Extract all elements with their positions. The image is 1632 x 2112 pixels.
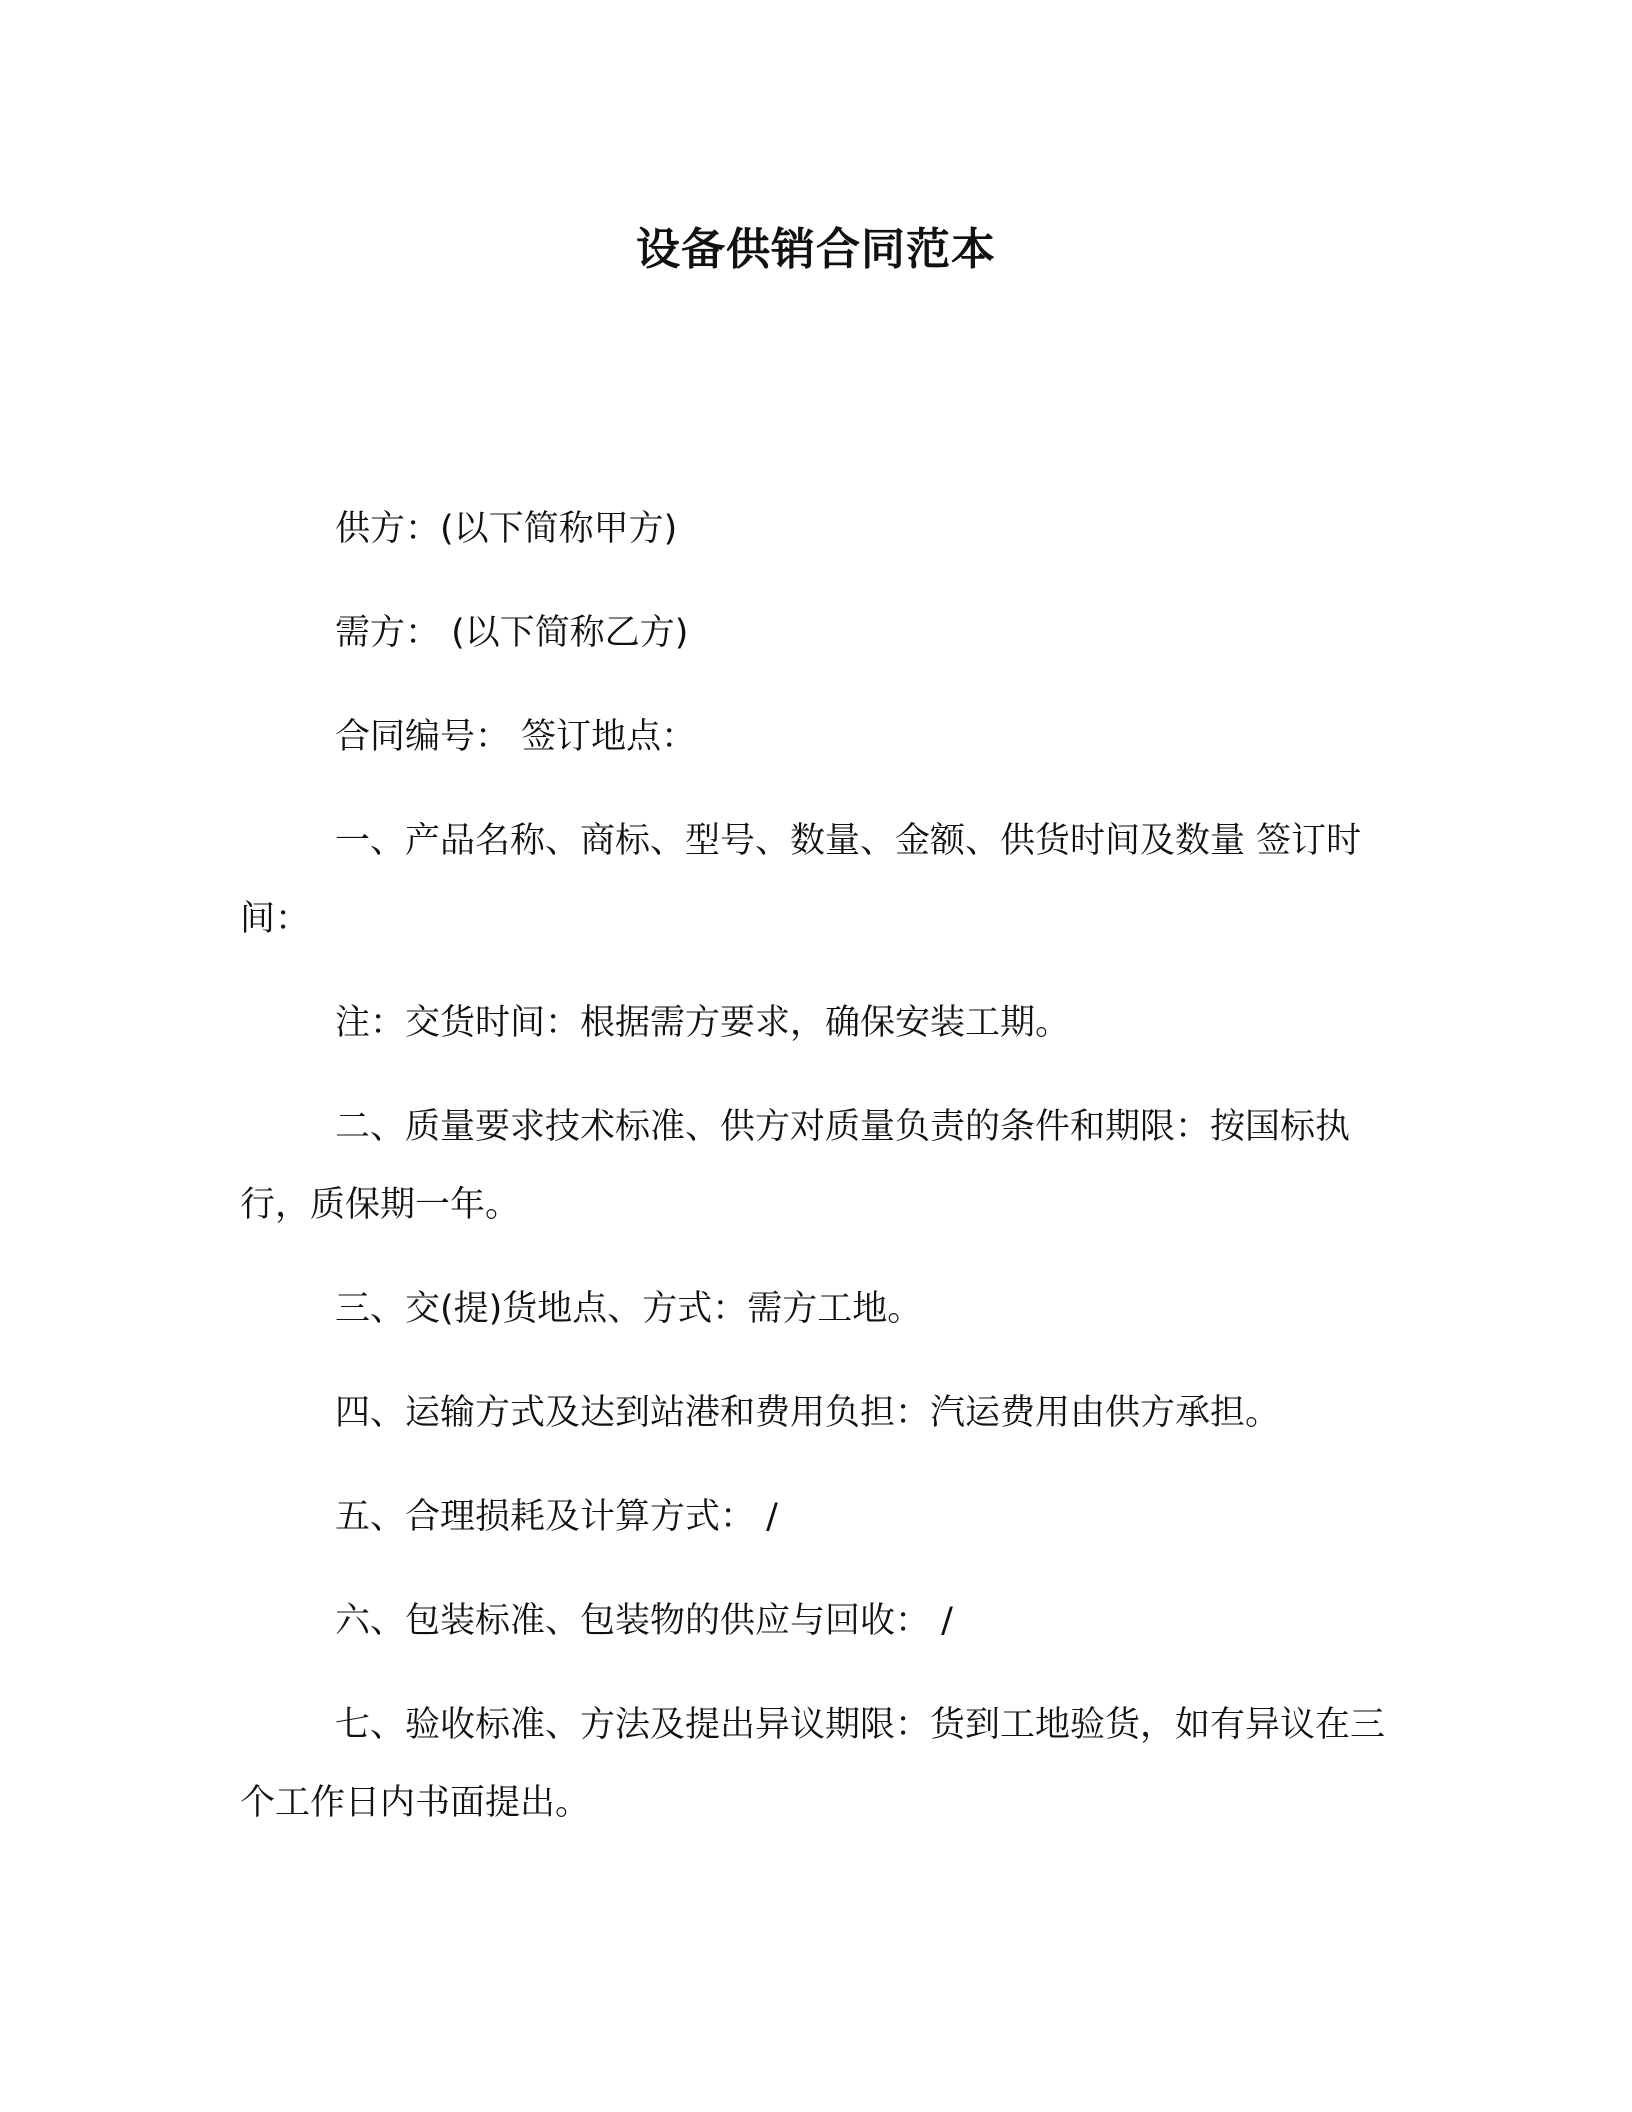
paragraph-clause-5: 五、合理损耗及计算方式： / <box>335 1497 778 1537</box>
paragraph-clause-4: 四、运输方式及达到站港和费用负担：汽运费用由供方承担。 <box>335 1393 1281 1433</box>
paragraph-clause-1: 一、产品名称、商标、型号、数量、金额、供货时间及数量 签订时间： <box>240 821 1362 939</box>
paragraph-buyer: 需方： (以下简称乙方) <box>335 613 689 653</box>
document-title: 设备供销合同范本 <box>636 224 996 275</box>
paragraph-clause-2: 二、质量要求技术标准、供方对质量负责的条件和期限：按国标执行，质保期一年。 <box>240 1107 1351 1225</box>
paragraph-clause-3: 三、交(提)货地点、方式：需方工地。 <box>335 1289 923 1329</box>
document-body <box>240 490 1390 1868</box>
paragraph-supplier: 供方：(以下简称甲方) <box>335 509 678 549</box>
paragraph-note: 注：交货时间：根据需方要求，确保安装工期。 <box>335 1003 1071 1043</box>
paragraph-clause-7: 七、验收标准、方法及提出异议期限：货到工地验货，如有异议在三个工作日内书面提出。 <box>240 1705 1386 1823</box>
paragraph-contract-number: 合同编号： 签订地点： <box>335 717 697 757</box>
paragraph-clause-6: 六、包装标准、包装物的供应与回收： / <box>335 1601 953 1641</box>
